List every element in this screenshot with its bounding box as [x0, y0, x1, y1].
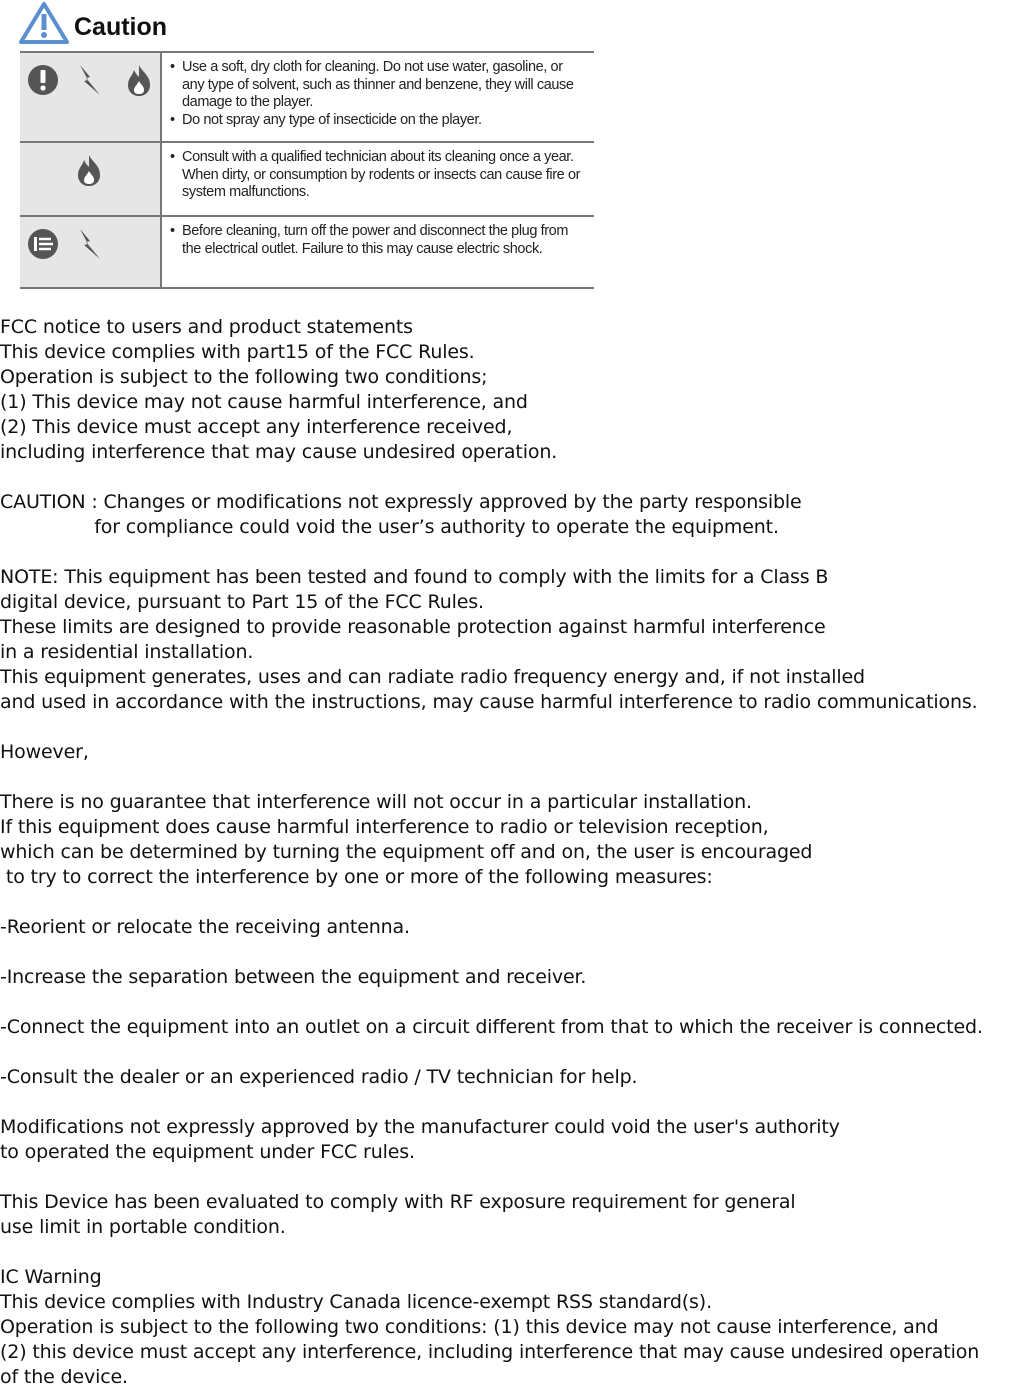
- caution-bullet: Before cleaning, turn off the power and disconnect the plug from the electrical outlet. Failure to this may cause electric shock.: [182, 223, 569, 257]
- text-line: Modifications not expressly approved by the manufacturer could void the user's authority: [0, 1116, 840, 1138]
- caution-bullet: Use a soft, dry cloth for cleaning. Do not use water, gasoline, or any type of solvent, such as thinner and benzene, they will cause damage to the player.: [182, 59, 574, 110]
- caution-bullet: Consult with a qualified technician about its cleaning once a year. When dirty, or consumption by rodents or insects can cause fire or system malfunctions.: [182, 149, 581, 200]
- fcc-notice-text: [0, 315, 983, 1390]
- text-line: This Device has been evaluated to comply with RF exposure requirement for general: [0, 1191, 796, 1213]
- lightning-icon: [74, 63, 108, 97]
- blank-line: [0, 1165, 983, 1190]
- blank-line: [0, 1040, 983, 1065]
- text-line: for compliance could void the user’s authority to operate the equipment.: [0, 516, 779, 538]
- text-line: This device complies with Industry Canada licence-exempt RSS standard(s).: [0, 1291, 712, 1313]
- text-line: There is no guarantee that interference will not occur in a particular installation.: [0, 791, 752, 813]
- blank-line: [0, 1240, 983, 1265]
- text-line: -Consult the dealer or an experienced radio / TV technician for help.: [0, 1066, 638, 1088]
- caution-title: Caution: [74, 12, 168, 41]
- unplug-icon: [26, 227, 60, 261]
- warning-triangle-icon: [18, 1, 70, 45]
- text-line: -Increase the separation between the equipment and receiver.: [0, 966, 587, 988]
- text-line: digital device, pursuant to Part 15 of the FCC Rules.: [0, 591, 484, 613]
- text-line: and used in accordance with the instructions, may cause harmful interference to radio communications.: [0, 691, 978, 713]
- text-line: Operation is subject to the following two conditions;: [0, 366, 488, 388]
- text-line: (1) This device may not cause harmful interference, and: [0, 391, 528, 413]
- text-line: in a residential installation.: [0, 641, 254, 663]
- fire-icon: [72, 153, 106, 187]
- caution-row: • Before cleaning, turn off the power and disconnect the plug from the electrical outlet. Failure to this may cause electric shock.: [20, 216, 594, 288]
- text-line: -Reorient or relocate the receiving antenna.: [0, 916, 410, 938]
- blank-line: [0, 890, 983, 915]
- text-line: IC Warning: [0, 1266, 102, 1288]
- caution-header: [18, 0, 167, 46]
- lightning-icon: [74, 227, 108, 261]
- text-line: This device complies with part15 of the FCC Rules.: [0, 341, 475, 363]
- blank-line: [0, 715, 983, 740]
- text-line: of the device.: [0, 1366, 128, 1388]
- text-line: (2) This device must accept any interference received,: [0, 416, 513, 438]
- text-line: This equipment generates, uses and can radiate radio frequency energy and, if not installed: [0, 666, 865, 688]
- text-line: to operated the equipment under FCC rules.: [0, 1141, 415, 1163]
- text-line: -Connect the equipment into an outlet on a circuit different from that to which the receiver is connected.: [0, 1016, 983, 1038]
- blank-line: [0, 765, 983, 790]
- caution-row: • Consult with a qualified technician about its cleaning once a year. When dirty, or consumption by rodents or insects can cause fire or system malfunctions.: [20, 142, 594, 216]
- blank-line: [0, 540, 983, 565]
- text-line: use limit in portable condition.: [0, 1216, 286, 1238]
- text-line: If this equipment does cause harmful interference to radio or television reception,: [0, 816, 769, 838]
- text-line: (2) this device must accept any interference, including interference that may cause undesired operation: [0, 1341, 980, 1363]
- blank-line: [0, 465, 983, 490]
- text-line: NOTE: This equipment has been tested and found to comply with the limits for a Class B: [0, 566, 829, 588]
- caution-bullet: Do not spray any type of insecticide on the player.: [182, 111, 482, 128]
- text-line: Operation is subject to the following two conditions: (1) this device may not cause interference, and: [0, 1316, 939, 1338]
- text-line: CAUTION : Changes or modifications not expressly approved by the party responsible: [0, 491, 802, 513]
- caution-table: [20, 51, 594, 289]
- caution-row: • Use a soft, dry cloth for cleaning. Do not use water, gasoline, or any type of solvent, such as thinner and benzene, they will cause damage to the player. • Do not spray any type of insecticide on the player.: [20, 52, 594, 142]
- blank-line: [0, 940, 983, 965]
- text-line: including interference that may cause undesired operation.: [0, 441, 558, 463]
- text-line: to try to correct the interference by one or more of the following measures:: [0, 866, 713, 888]
- text-line: These limits are designed to provide reasonable protection against harmful interference: [0, 616, 826, 638]
- exclamation-icon: [26, 63, 60, 97]
- text-line: However,: [0, 741, 89, 763]
- blank-line: [0, 990, 983, 1015]
- fire-icon: [122, 63, 156, 97]
- text-line: FCC notice to users and product statements: [0, 316, 413, 338]
- blank-line: [0, 1090, 983, 1115]
- text-line: which can be determined by turning the equipment off and on, the user is encouraged: [0, 841, 813, 863]
